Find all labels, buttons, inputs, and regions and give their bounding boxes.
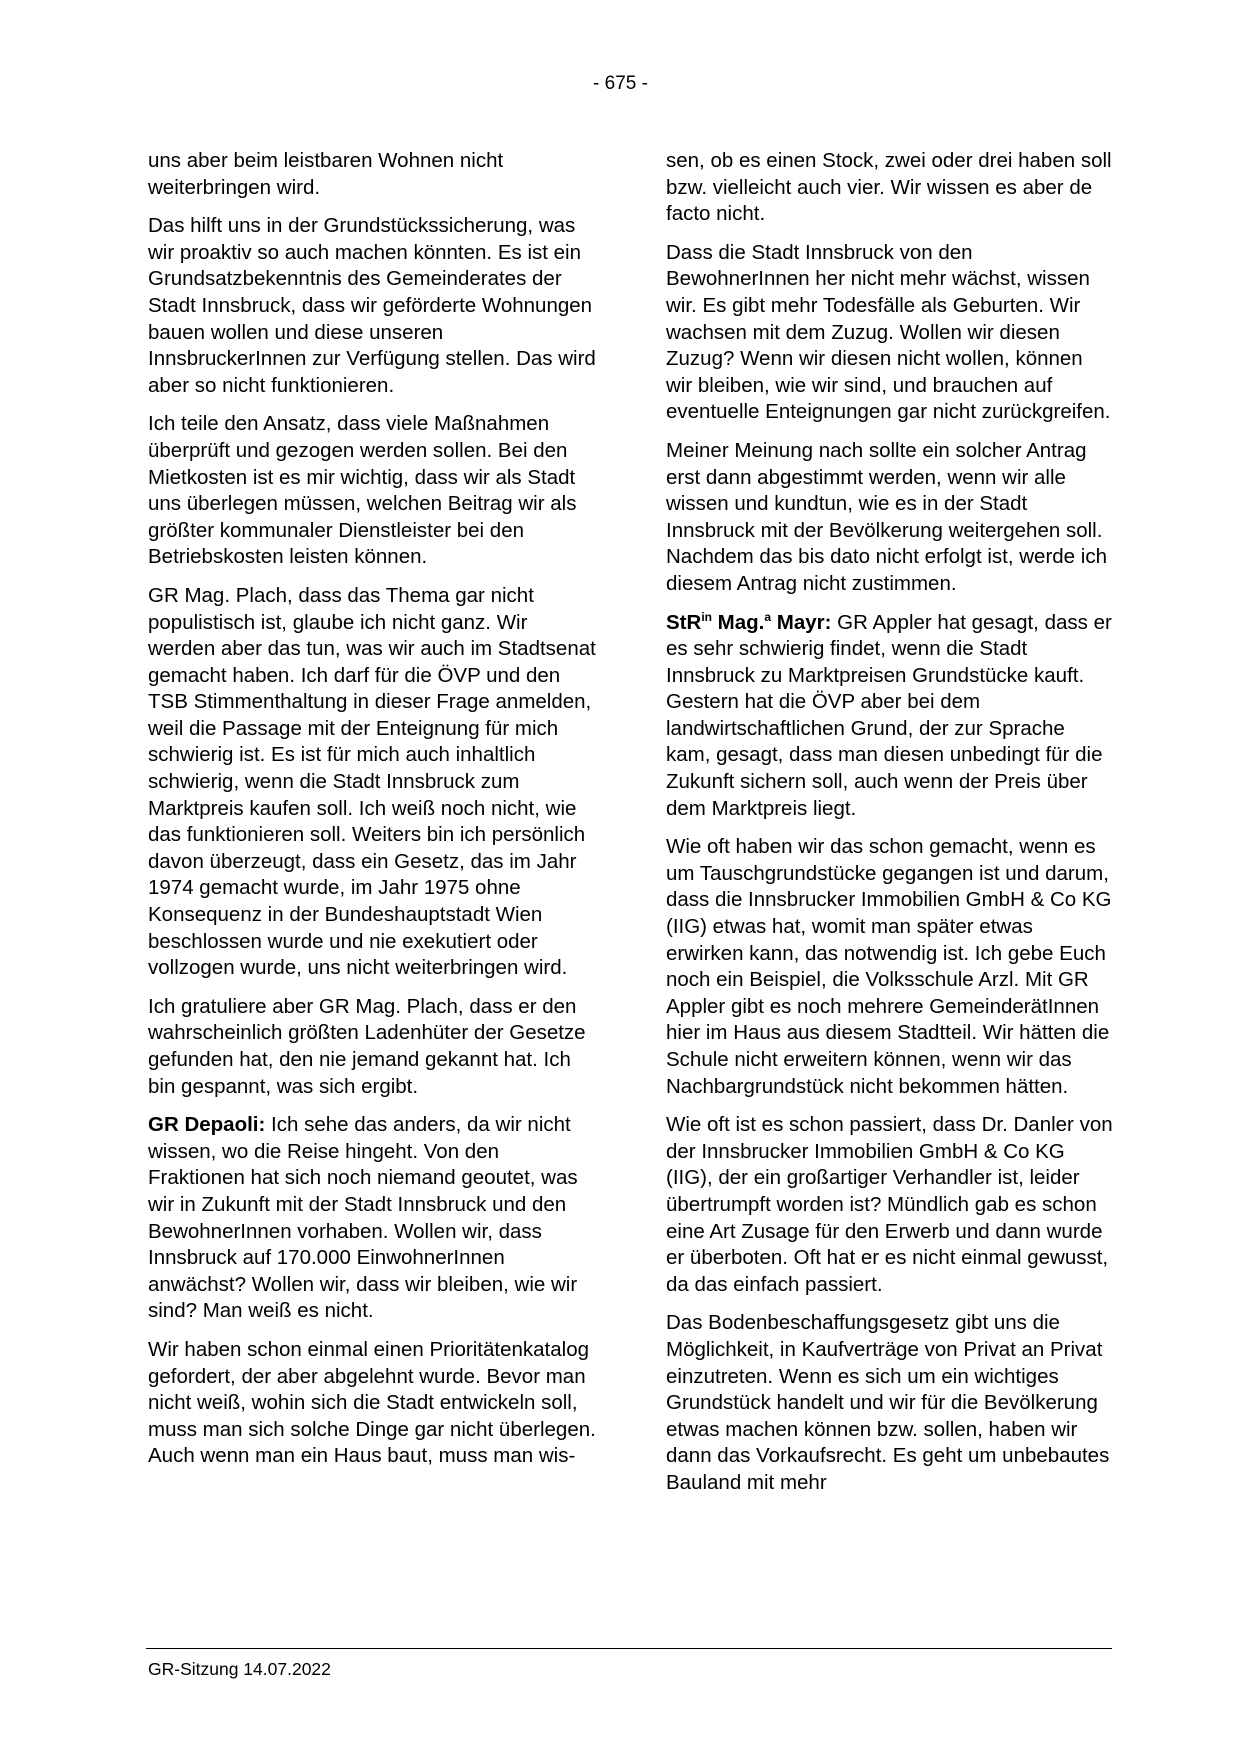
paragraph-text: Das hilft uns in der Grundstückssicherung, was wir proaktiv so auch machen könnten. Es ist ein Grundsatzbekenntnis des Gemeinderates der Stadt Innsbruck, dass wir geförderte Wohnungen bauen wollen und diese unseren InnsbruckerInnen zur Verfügung stellen. Das wird aber so nicht funktionieren. [148,214,596,397]
footer-divider [146,1648,1112,1649]
speaker-paragraph [148,1112,596,1325]
paragraph-text: Wie oft ist es schon passiert, dass Dr. Danler von der Innsbrucker Immobilien GmbH & Co KG (IIG), der ein großartiger Verhandler ist, leider übertrumpft worden ist? Mündlich gab es schon eine Art Zusage für den Erwerb und dann wurde er überboten. Oft hat er es nicht einmal gewusst, da das einfach passiert. [666,1113,1113,1296]
paragraph-text: GR Mag. Plach, dass das Thema gar nicht populistisch ist, glaube ich nicht ganz. Wir werden aber das tun, was wir auch im Stadtsenat gemacht haben. Ich darf für die ÖVP und den TSB Stimmenthaltung in dieser Frage anmelden, weil die Passage mit der Enteignung für mich schwierig ist. Es ist für mich auch inhaltlich schwierig, wenn die Stadt Innsbruck zum Marktpreis kaufen soll. Ich weiß noch nicht, wie das funktionieren soll. Weiters bin ich persönlich davon überzeugt, dass ein Gesetz, das im Jahr 1974 gemacht wurde, im Jahr 1975 ohne Konsequenz in der Bundeshauptstadt Wien beschlossen wurde und nie exekutiert oder vollzogen wurde, uns nicht weiterbringen wird. [148,583,596,980]
footer-session-date: GR-Sitzung 14.07.2022 [148,1659,331,1679]
paragraph-text: Meiner Meinung nach sollte ein solcher Antrag erst dann abgestimmt werden, wenn wir alle wissen und kundtun, wie es in der Stadt Innsbruck mit der Bevölkerung weitergehen soll. Nachdem das bis dato nicht erfolgt ist, werde ich diesem Antrag nicht zustimmen. [666,438,1107,595]
speaker-name: GR Depaoli: [148,1113,266,1137]
paragraph-text: Dass die Stadt Innsbruck von den BewohnerInnen her nicht mehr wächst, wissen wir. Es gibt mehr Todesfälle als Geburten. Wir wachsen mit dem Zuzug. Wollen wir diesen Zuzug? Wenn wir diesen nicht wollen, können wir bleiben, wie wir sind, und brauchen auf eventuelle Enteignungen gar nicht zurückgreifen. [666,240,1111,424]
paragraph-text: Wie oft haben wir das schon gemacht, wenn es um Tauschgrundstücke gegangen ist und darum, dass die Innsbrucker Immobilien GmbH & Co KG (IIG) etwas hat, womit man später etwas erwirken kann, das notwendig ist. Ich gebe Euch noch ein Beispiel, die Volksschule Arzl. Mit GR Appler gibt es noch mehrere GemeinderätInnen hier im Haus aus diesem Stadtteil. Wir hätten die Schule nicht erweitern können, wenn wir das Nachbargrundstück nicht bekommen hätten. [666,835,1112,1098]
paragraph-text: Das Bodenbeschaffungsgesetz gibt uns die Möglichkeit, in Kaufverträge von Privat an Privat einzutreten. Wenn es sich um ein wichtiges Grundstück handelt und wir für die Bevölkerung etwas machen können bzw. sollen, haben wir dann das Vorkaufsrecht. Es geht um unbebautes Bauland mit mehr [666,1311,1110,1494]
paragraph [666,148,1114,228]
paragraph-text: GR Appler hat gesagt, dass er es sehr schwierig findet, wenn die Stadt Innsbruck zu Marktpreisen Grundstücke kauft. Gestern hat die ÖVP aber bei dem landwirtschaftlichen Grund, der zur Sprache kam, gesagt, dass man diesen unbedingt für die Zukunft sichern soll, auch wenn der Preis über dem Marktpreis liegt. [666,610,1112,820]
paragraph-text: Ich teile den Ansatz, dass viele Maßnahmen überprüft und gezogen werden sollen. Bei den Mietkosten ist es mir wichtig, dass wir als Stadt uns überlegen müssen, welchen Beitrag wir als größter kommunaler Dienstleister bei den Betriebskosten leisten können. [148,412,577,569]
paragraph-text: sen, ob es einen Stock, zwei oder drei haben soll bzw. vielleicht auch vier. Wir wissen es aber de facto nicht. [666,149,1112,226]
paragraph [148,994,596,1100]
paragraph [148,1337,596,1470]
right-column [666,148,1114,1509]
paragraph [666,1310,1114,1496]
speaker-name: StR$^{in}$ Mag.$^a$ Mayr: [666,609,832,634]
paragraph [666,240,1114,426]
paragraph [148,213,596,399]
paragraph [148,583,596,982]
paragraph [666,1112,1114,1298]
left-column [148,148,596,1482]
paragraph-text: Wir haben schon einmal einen Prioritätenkatalog gefordert, der aber abgelehnt wurde. Bevor man nicht weiß, wohin sich die Stadt entwickeln soll, muss man sich solche Dinge gar nicht überlegen. Auch wenn man ein Haus baut, muss man wis- [148,1337,596,1468]
paragraph-text: Ich gratuliere aber GR Mag. Plach, dass er den wahrscheinlich größten Ladenhüter der Gesetze gefunden hat, den nie jemand gekannt hat. Ich bin gespannt, was sich ergibt. [148,994,586,1098]
paragraph [148,148,596,201]
paragraph [666,438,1114,598]
page-number: - 675 - [593,73,648,94]
paragraph [666,834,1114,1100]
paragraph [148,411,596,571]
speaker-paragraph [666,610,1114,823]
paragraph-text: Ich sehe das anders, da wir nicht wissen, wo die Reise hingeht. Von den Fraktionen hat sich noch niemand geoutet, was wir in Zukunft mit der Stadt Innsbruck und den BewohnerInnen vorhaben. Wollen wir, dass Innsbruck auf 170.000 EinwohnerInnen anwächst? Wollen wir, dass wir bleiben, wie wir sind? Man weiß es nicht. [148,1113,578,1323]
paragraph-text: uns aber beim leistbaren Wohnen nicht weiterbringen wird. [148,149,504,199]
